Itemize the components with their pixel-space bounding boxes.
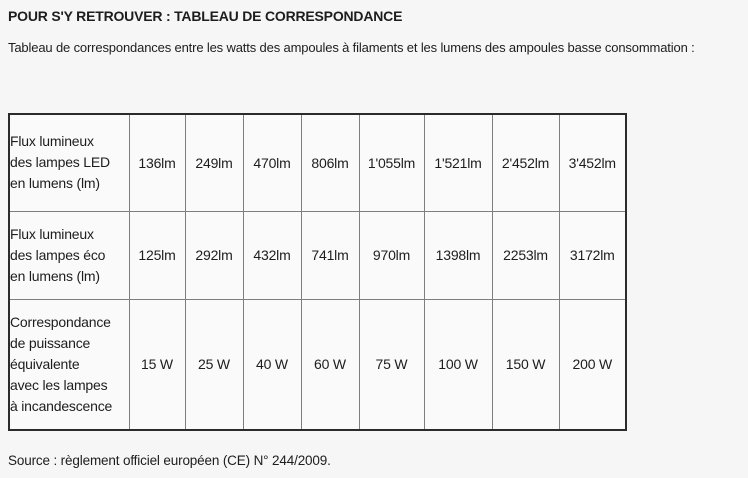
- value-cell: 2'452lm: [492, 114, 559, 211]
- value-cell: 432lm: [243, 211, 301, 299]
- value-cell: 1'055lm: [359, 114, 424, 211]
- page-subtitle: Tableau de correspondances entre les watts des ampoules à filaments et les lumens des ampoules basse consommation :: [8, 40, 695, 55]
- source-note: Source : règlement officiel européen (CE) N° 244/2009.: [8, 453, 331, 468]
- value-cell: 249lm: [185, 114, 243, 211]
- table-row-eco-lumens: [9, 211, 626, 299]
- value-cell: 75 W: [359, 299, 424, 430]
- value-cell: 292lm: [185, 211, 243, 299]
- value-cell: 970lm: [359, 211, 424, 299]
- value-cell: 741lm: [301, 211, 359, 299]
- row-label-eco-lumens: Flux lumineux des lampes éco en lumens (lm): [9, 211, 129, 299]
- value-cell: 806lm: [301, 114, 359, 211]
- value-cell: 25 W: [185, 299, 243, 430]
- value-cell: 3'452lm: [559, 114, 626, 211]
- value-cell: 470lm: [243, 114, 301, 211]
- value-cell: 100 W: [424, 299, 492, 430]
- table-row-led-lumens: [9, 114, 626, 211]
- page-title: POUR S'Y RETROUVER : TABLEAU DE CORRESPONDANCE: [8, 8, 403, 24]
- value-cell: 60 W: [301, 299, 359, 430]
- value-cell: 3172lm: [559, 211, 626, 299]
- value-cell: 200 W: [559, 299, 626, 430]
- row-label-led-lumens: Flux lumineux des lampes LED en lumens (lm): [9, 114, 129, 211]
- value-cell: 136lm: [129, 114, 185, 211]
- value-cell: 15 W: [129, 299, 185, 430]
- value-cell: 125lm: [129, 211, 185, 299]
- row-label-incandescent-watts: Correspondance de puissance équivalente avec les lampes à incandescence: [9, 299, 129, 430]
- value-cell: 2253lm: [492, 211, 559, 299]
- correspondence-table: [8, 113, 627, 431]
- table-row-incandescent-watts: [9, 299, 626, 430]
- value-cell: 1398lm: [424, 211, 492, 299]
- value-cell: 1'521lm: [424, 114, 492, 211]
- value-cell: 150 W: [492, 299, 559, 430]
- value-cell: 40 W: [243, 299, 301, 430]
